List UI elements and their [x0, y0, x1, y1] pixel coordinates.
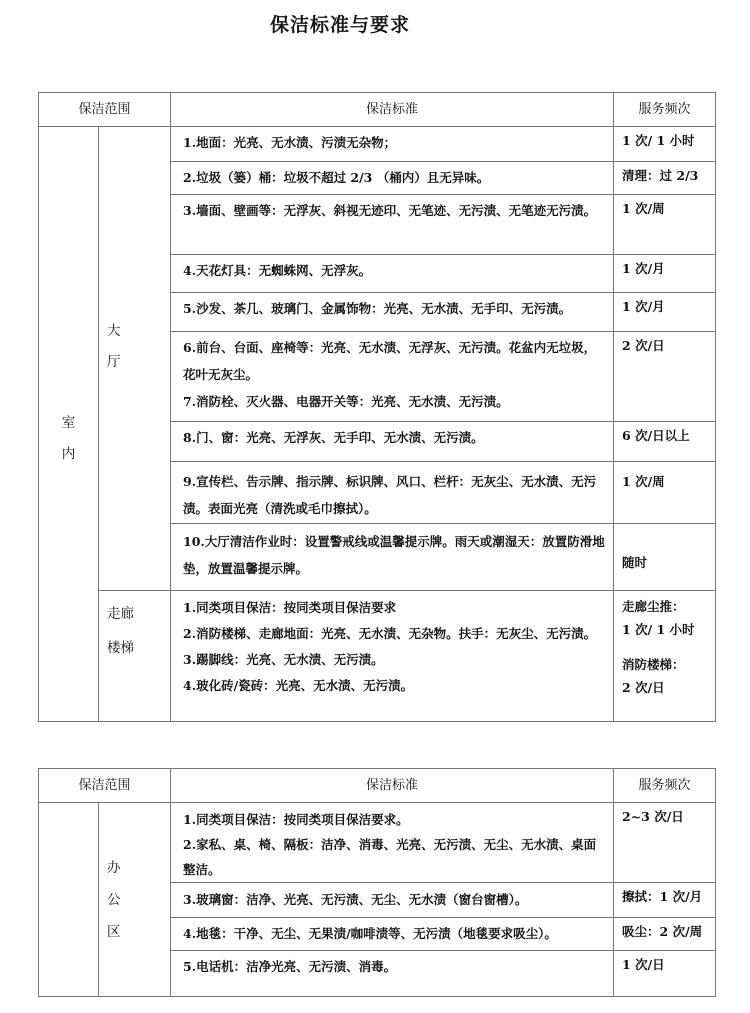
cleaning-standards-table-office [38, 768, 716, 997]
frequency-cell: 1 次/月 [614, 255, 716, 293]
standard-cell: 2.垃圾（篓）桶：垃圾不超过 2/3 （桶内）且无异味。 [171, 162, 614, 195]
frequency-cell: 1 次/日 [614, 951, 716, 997]
table-row [39, 127, 716, 162]
table-row [39, 803, 716, 883]
area-blank [39, 803, 99, 997]
standard-cell: 1.同类项目保洁：按同类项目保洁要求 2.消防楼梯、走廊地面：光亮、无水渍、无杂物。扶手：无灰尘、无污渍。 3.踢脚线：光亮、无水渍、无污渍。 4.玻化砖/瓷砖：光亮、无水渍、无污渍。 [171, 591, 614, 722]
frequency-cell: 2 次/日 [614, 332, 716, 422]
standard-cell: 9.宣传栏、告示牌、指示牌、标识牌、风口、栏杆：无灰尘、无水渍、无污渍。表面光亮（清洗或毛巾擦拭）。 [171, 462, 614, 524]
standard-cell: 4.天花灯具：无蜘蛛网、无浮灰。 [171, 255, 614, 293]
header-standard: 保洁标准 [171, 93, 614, 127]
standard-cell: 1.地面：光亮、无水渍、污渍无杂物； [171, 127, 614, 162]
frequency-cell: 6 次/日以上 [614, 422, 716, 462]
standard-cell: 5.沙发、茶几、玻璃门、金属饰物：光亮、无水渍、无手印、无污渍。 [171, 293, 614, 332]
standard-cell: 4.地毯：干净、无尘、无果渍/咖啡渍等、无污渍（地毯要求吸尘）。 [171, 918, 614, 951]
frequency-cell: 1 次/周 [614, 195, 716, 255]
frequency-cell: 走廊尘推： 1 次/ 1 小时 消防楼梯： 2 次/日 [614, 591, 716, 722]
frequency-cell: 清理：过 2/3 [614, 162, 716, 195]
standard-cell: 3.玻璃窗：洁净、光亮、无污渍、无尘、无水渍（窗台窗槽）。 [171, 883, 614, 918]
header-scope: 保洁范围 [39, 93, 171, 127]
header-standard: 保洁标准 [171, 769, 614, 803]
frequency-cell: 1 次/ 1 小时 [614, 127, 716, 162]
standard-cell: 3.墙面、壁画等：无浮灰、斜视无迹印、无笔迹、无污渍、无笔迹无污渍。 [171, 195, 614, 255]
cleaning-standards-table-indoor [38, 92, 716, 722]
header-frequency: 服务频次 [614, 769, 716, 803]
header-scope: 保洁范围 [39, 769, 171, 803]
standard-cell: 10.大厅清洁作业时：设置警戒线或温馨提示牌。雨天或潮湿天：放置防滑地垫，放置温馨提示牌。 [171, 524, 614, 591]
standard-cell: 8.门、窗：光亮、无浮灰、无手印、无水渍、无污渍。 [171, 422, 614, 462]
frequency-cell: 2~3 次/日 [614, 803, 716, 883]
table-header-row [39, 93, 716, 127]
frequency-cell: 1 次/周 [614, 462, 716, 524]
frequency-cell: 1 次/月 [614, 293, 716, 332]
frequency-cell: 吸尘：2 次/周 [614, 918, 716, 951]
header-frequency: 服务频次 [614, 93, 716, 127]
subarea-lobby: 大 厅 [99, 127, 171, 591]
frequency-cell: 擦拭：1 次/月 [614, 883, 716, 918]
table-header-row [39, 769, 716, 803]
area-indoor: 室 内 [39, 127, 99, 722]
standard-cell: 1.同类项目保洁：按同类项目保洁要求。 2.家私、桌、椅、隔板：洁净、消毒、光亮、无污渍、无尘、无水渍、桌面整洁。 [171, 803, 614, 883]
subarea-corridor-stairs: 走廊 楼梯 [99, 591, 171, 722]
document-title: 保洁标准与要求 [269, 14, 410, 36]
frequency-cell: 随时 [614, 524, 716, 591]
standard-cell: 5.电话机：洁净光亮、无污渍、消毒。 [171, 951, 614, 997]
standard-cell: 6.前台、台面、座椅等：光亮、无水渍、无浮灰、无污渍。花盆内无垃圾，花叶无灰尘。 7.消防栓、灭火器、电器开关等：光亮、无水渍、无污渍。 [171, 332, 614, 422]
subarea-office: 办 公 区 [99, 803, 171, 997]
table-row [39, 591, 716, 722]
